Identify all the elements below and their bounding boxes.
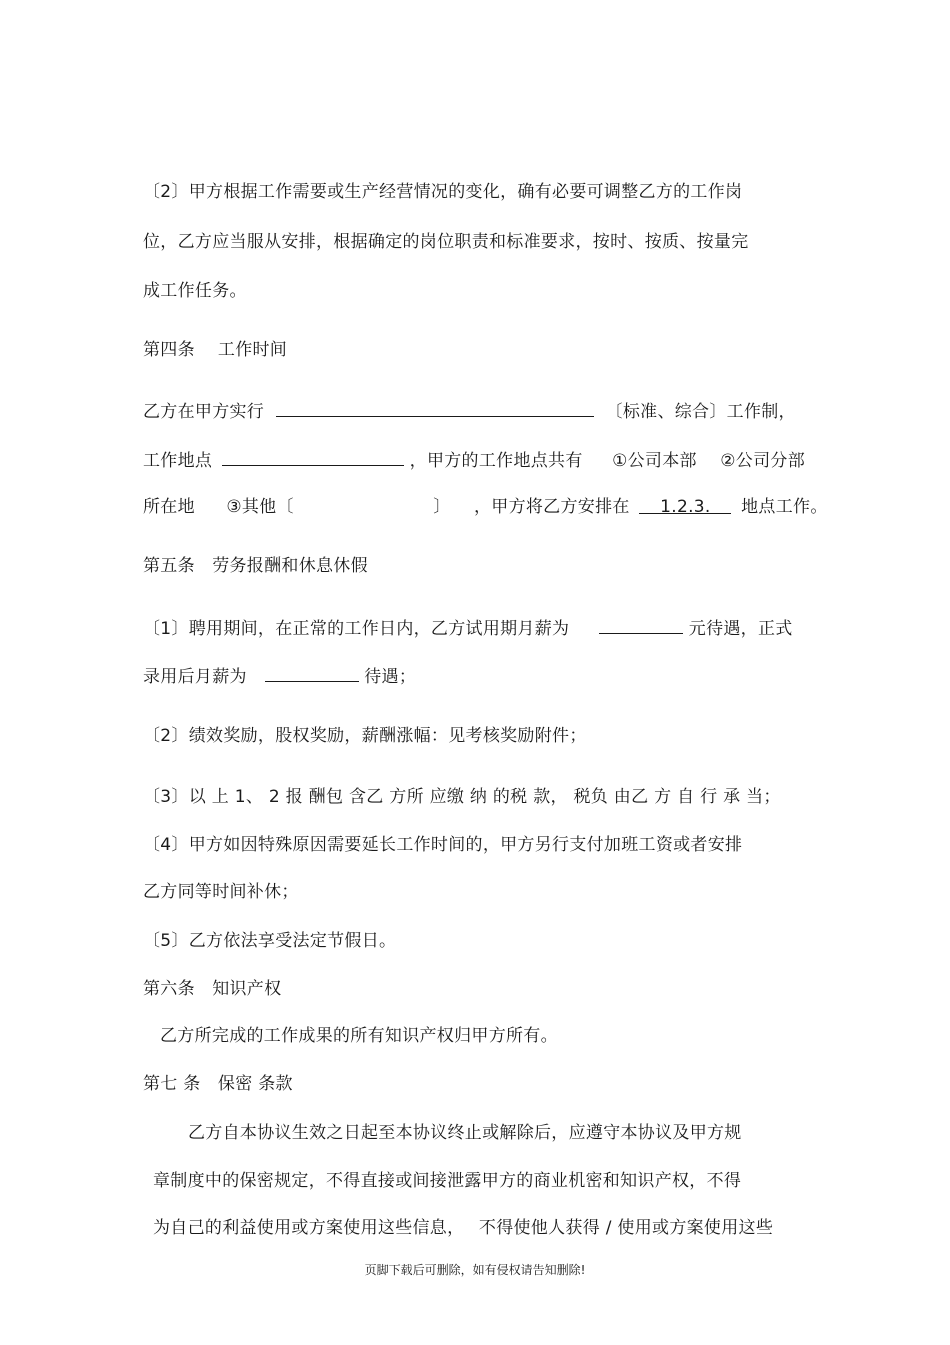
article4-l2-label: 工作地点	[143, 451, 213, 471]
article4-line1	[143, 398, 796, 424]
article4-heading: 第四条 工作时间	[143, 340, 288, 360]
article6-heading: 第六条 知识产权	[143, 979, 282, 999]
option-company-branch: ②公司分部	[720, 451, 806, 471]
article5-p1-formal: 录用后月薪为	[143, 667, 247, 687]
article5-p2: 〔2〕绩效奖励，股权奖励，薪酬涨幅：见考核奖励附件；	[143, 726, 587, 746]
work-location-blank	[222, 447, 404, 466]
article5-p1-line2	[143, 663, 416, 689]
probation-salary-blank	[599, 615, 683, 634]
work-system-blank	[276, 398, 594, 417]
article4-l3-suffix: 地点工作。	[741, 497, 828, 517]
option-other: ③其他〔	[226, 497, 294, 517]
article3-p2-line2: 位，乙方应当服从安排，根据确定的岗位职责和标准要求，按时、按质、按量完	[143, 232, 749, 252]
page-footer: 页脚下载后可删除，如有侵权请告知删除!	[364, 1263, 586, 1277]
article5-p4-line2: 乙方同等时间补休；	[143, 882, 299, 902]
article4-l1-suffix: 〔标准、综合〕工作制，	[605, 402, 796, 422]
article5-p3: 〔3〕以 上 1、 2 报 酬包 含乙 方所 应缴 纳 的税 款， 税负 由乙 方 自 行 承 当；	[143, 787, 781, 807]
article7-heading: 第七 条 保密 条款	[143, 1074, 293, 1094]
article4-l3-text: ，甲方将乙方安排在	[473, 497, 630, 517]
article4-l1-label: 乙方在甲方实行	[143, 402, 265, 422]
article4-l2-text: ，甲方的工作地点共有	[409, 451, 583, 471]
article5-p1-line1	[143, 615, 793, 641]
article7-line1: 乙方自本协议生效之日起至本协议终止或解除后，应遵守本协议及甲方规	[188, 1123, 742, 1143]
article7-line3: 为自己的利益使用或方案使用这些信息， 不得使他人获得 / 使用或方案使用这些	[153, 1218, 774, 1238]
article7-line2: 章制度中的保密规定，不得直接或间接泄露甲方的商业机密和知识产权，不得	[153, 1171, 742, 1191]
article5-p1-suffix: 元待遇，正式	[688, 619, 793, 639]
article5-p1-text: 〔1〕聘用期间，在正常的工作日内，乙方试用期月薪为	[143, 619, 570, 639]
article5-p1-end: 待遇；	[364, 667, 417, 687]
assigned-location-blank: 1.2.3.	[639, 495, 731, 514]
article5-p5: 〔5〕乙方依法享受法定节假日。	[143, 931, 397, 951]
article4-line2	[143, 447, 805, 473]
article6-body: 乙方所完成的工作成果的所有知识产权归甲方所有。	[160, 1026, 558, 1046]
option-other-close: 〕	[433, 497, 451, 517]
article4-l3-label: 所在地	[143, 497, 195, 517]
formal-salary-blank	[265, 663, 359, 682]
article5-heading: 第五条 劳务报酬和休息休假	[143, 556, 368, 576]
article4-line3	[143, 495, 828, 519]
option-company-hq: ①公司本部	[612, 451, 697, 471]
article3-p2-line1: 〔2〕甲方根据工作需要或生产经营情况的变化，确有必要可调整乙方的工作岗	[143, 182, 743, 202]
article3-p2-line3: 成工作任务。	[143, 281, 247, 301]
article5-p4-line1: 〔4〕甲方如因特殊原因需要延长工作时间的，甲方另行支付加班工资或者安排	[143, 835, 743, 855]
